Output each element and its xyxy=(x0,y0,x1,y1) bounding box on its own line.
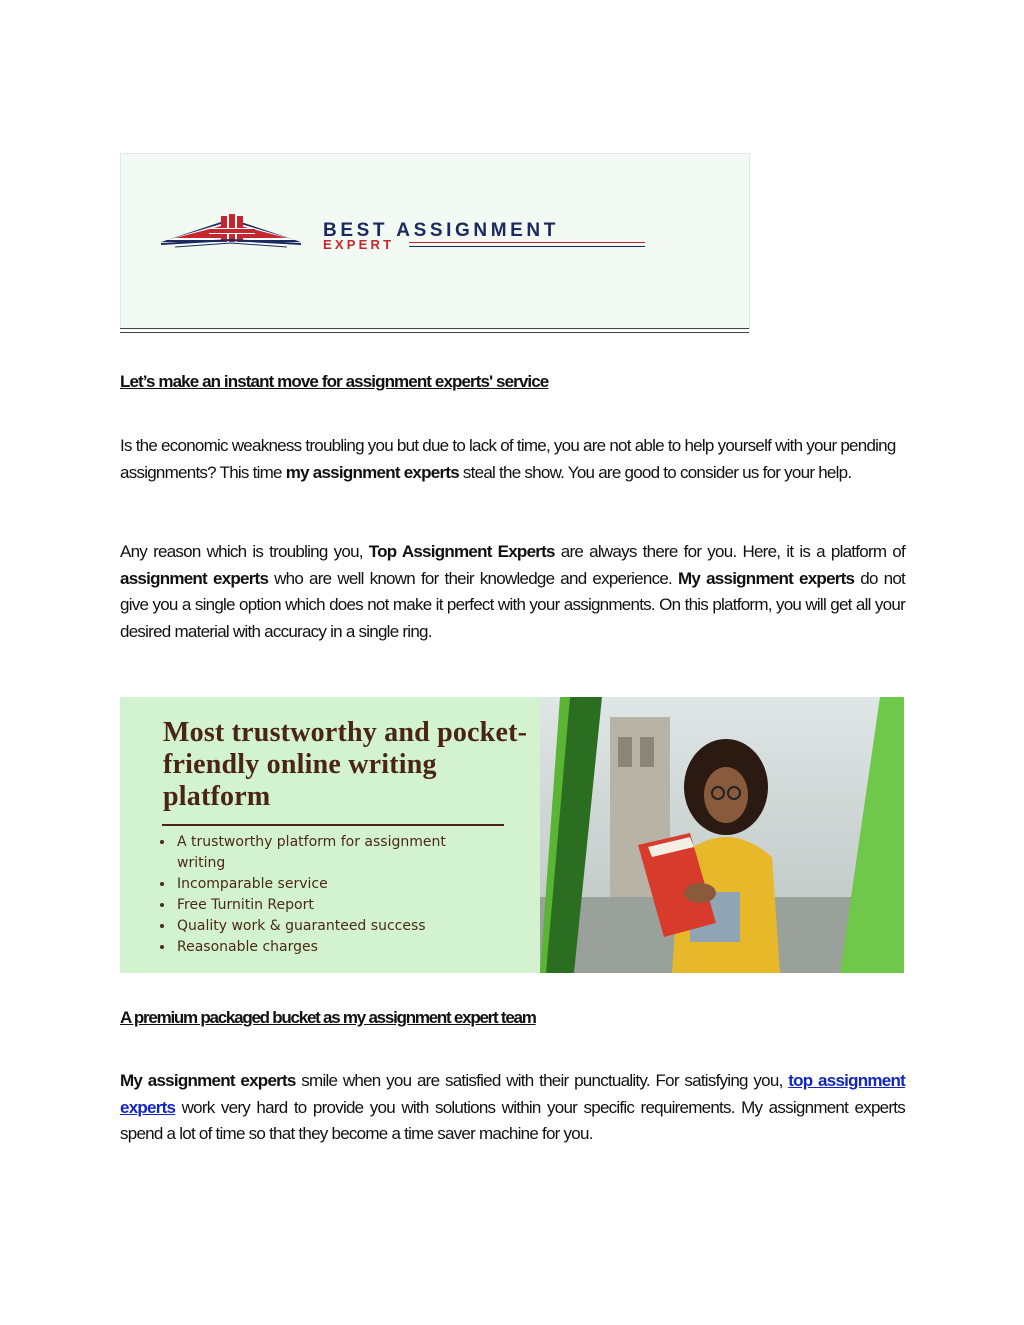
paragraph-text: work very hard to provide you with solutions within your specific requirements. My assignment experts spend a lot of time so that they become a time saver machine for you. xyxy=(120,1097,905,1143)
list-item: • Reasonable charges xyxy=(175,937,485,958)
paragraph-text: Is the economic weakness troubling you but due to lack of time, you are not able to help yourself with your pending assignments? This time xyxy=(120,436,896,482)
bold-text: Top Assignment Experts xyxy=(368,542,555,561)
paragraph-text: are always there for you. Here, it is a platform of xyxy=(554,542,905,561)
bold-text: my assignment experts xyxy=(285,462,459,482)
paragraph xyxy=(120,433,905,486)
list-item: • Incomparable service xyxy=(175,874,485,895)
list-item: • Free Turnitin Report xyxy=(175,895,485,916)
paragraph-text: do not give you a single option which does not make it perfect with your assignments. On this platform, you will get all your desired material with accuracy in a single ring. xyxy=(120,568,905,641)
section-heading: Let’s make an instant move for assignment experts' service xyxy=(120,372,549,391)
section-heading: A premium packaged bucket as my assignment expert team xyxy=(120,1008,536,1027)
top-assignment-experts-link[interactable]: top assignment experts xyxy=(120,1071,906,1117)
paragraph xyxy=(120,1068,905,1148)
paragraph-text: Any reason which is troubling you, xyxy=(120,542,369,561)
paragraph-text: steal the show. You are good to consider us for your help. xyxy=(458,462,852,482)
bold-text: assignment experts xyxy=(120,568,269,588)
banner-feature-list xyxy=(160,832,485,958)
divider xyxy=(120,328,749,329)
student-photo xyxy=(540,697,904,973)
logo-text-secondary: EXPERT xyxy=(323,237,395,252)
bold-text: My assignment experts xyxy=(120,1071,296,1090)
promo-banner xyxy=(120,697,904,973)
union-jack-book-logo-icon xyxy=(161,214,321,254)
banner-divider xyxy=(162,824,504,826)
logo-banner xyxy=(120,153,750,330)
paragraph-text: smile when you are satisfied with their punctuality. For satisfying you, xyxy=(295,1071,789,1090)
logo-divider xyxy=(409,242,645,243)
divider xyxy=(120,332,749,333)
list-item: • Quality work & guaranteed success xyxy=(175,916,485,937)
list-item: • A trustworthy platform for assignment writing xyxy=(175,832,485,874)
banner-title: Most trustworthy and pocket-friendly online writing platform xyxy=(163,717,528,812)
paragraph xyxy=(120,539,905,645)
logo-text-primary: BEST ASSIGNMENT xyxy=(323,220,559,241)
logo-divider xyxy=(409,246,645,247)
paragraph-text: who are well known for their knowledge and experience. xyxy=(268,568,678,588)
bold-text: My assignment experts xyxy=(678,568,855,588)
